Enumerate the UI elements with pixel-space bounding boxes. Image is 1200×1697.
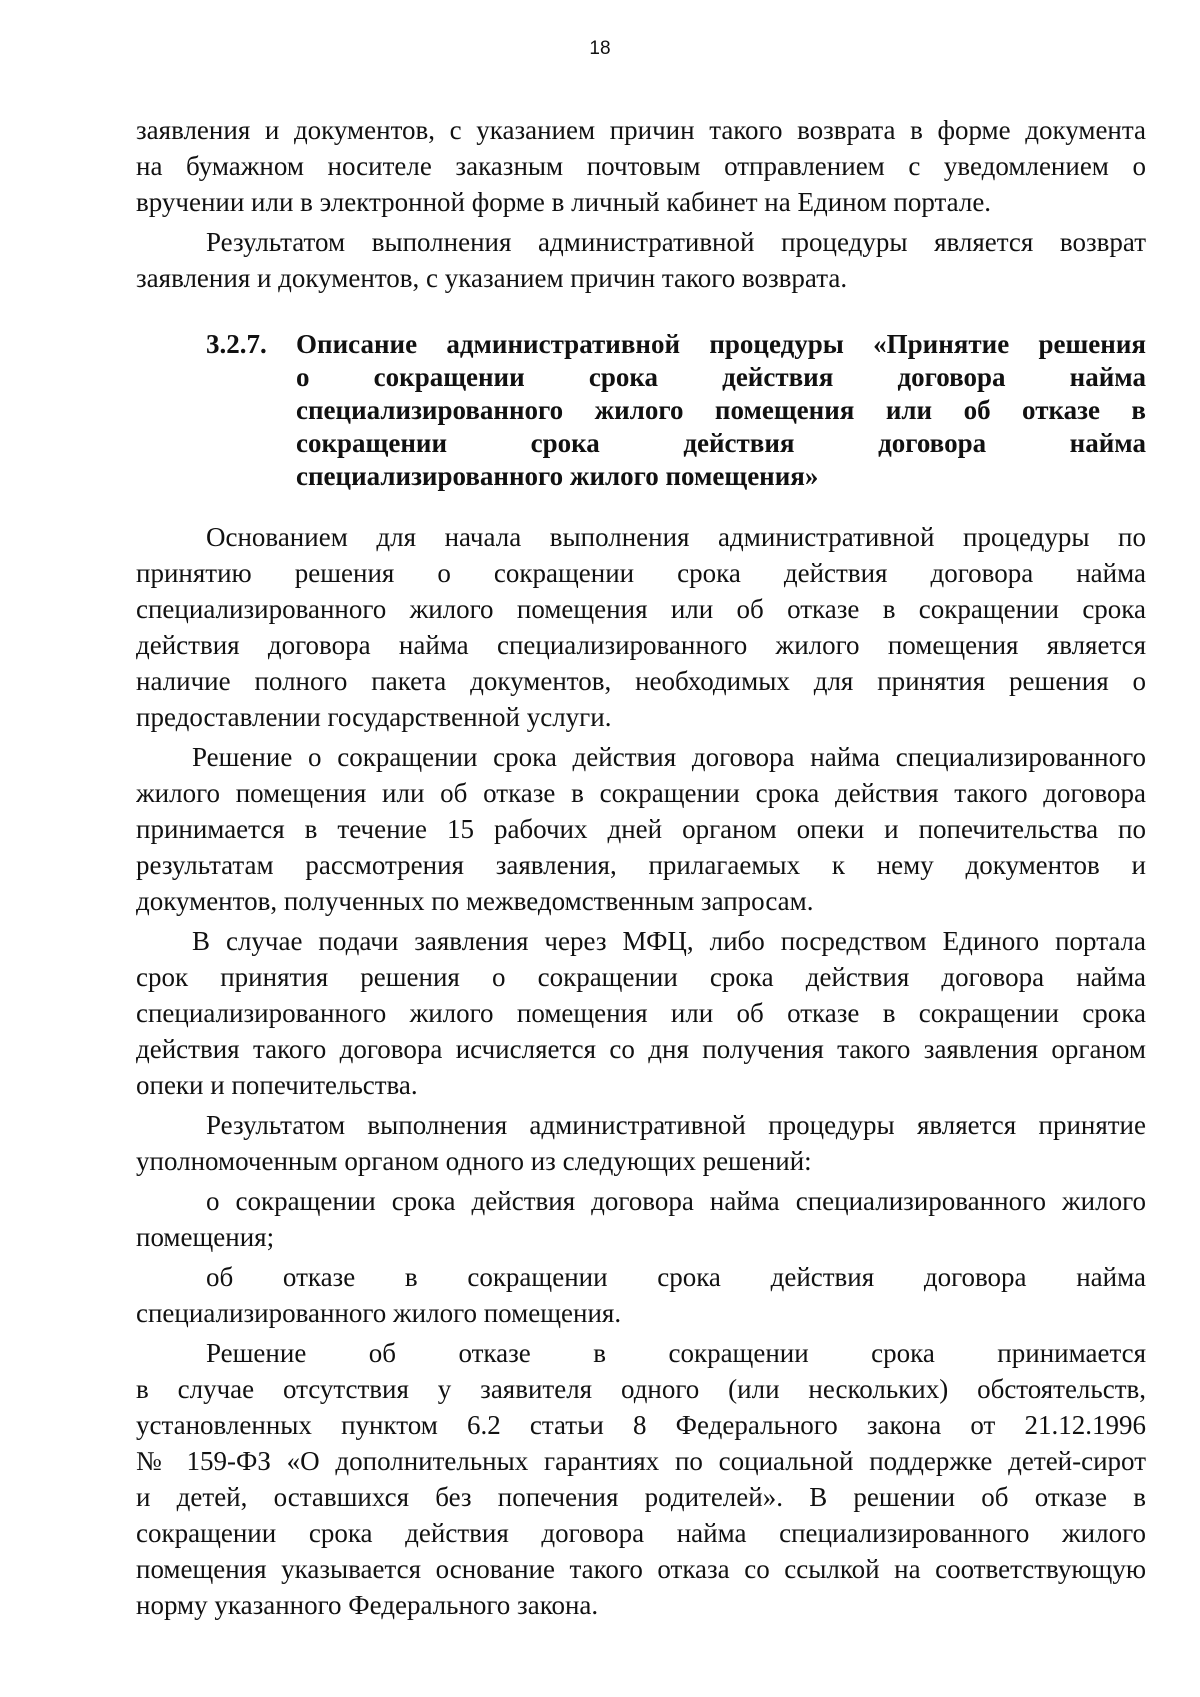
text-line: опеки и попечительства. xyxy=(136,1070,418,1100)
text-line: № 159-ФЗ «О дополнительных гарантиях по социальной поддержке детей-сирот xyxy=(136,1446,1146,1476)
text-line: срок принятия решения о сокращении срока действия договора найма xyxy=(136,962,1146,992)
text-line: Решение об отказе в сокращении срока принимается xyxy=(206,1338,1146,1368)
document-body xyxy=(136,112,1146,1623)
text-line: о сокращении срока действия договора найма специализированного жилого xyxy=(206,1186,1146,1216)
paragraph-decision-reduce xyxy=(136,1183,1146,1255)
text-line: заявления и документов, с указанием причин такого возврата. xyxy=(136,263,848,293)
heading-line: о сокращении срока действия договора найма xyxy=(296,362,1146,392)
text-line: предоставлении государственной услуги. xyxy=(136,702,612,732)
text-line: документов, полученных по межведомственным запросам. xyxy=(136,886,814,916)
text-line: Решение о сокращении срока действия договора найма специализированного xyxy=(192,742,1146,772)
text-line: помещения указывается основание такого отказа со ссылкой на соответствующую xyxy=(136,1554,1146,1584)
text-line: наличие полного пакета документов, необходимых для принятия решения о xyxy=(136,666,1146,696)
paragraph-mfc-submission xyxy=(136,923,1146,1103)
paragraph-decision-timeline xyxy=(136,739,1146,919)
text-line: результатам рассмотрения заявления, прилагаемых к нему документов и xyxy=(136,850,1146,880)
text-line: Основанием для начала выполнения административной процедуры по xyxy=(206,522,1146,552)
text-line: уполномоченным органом одного из следующих решений: xyxy=(136,1146,812,1176)
paragraph-decision-refuse xyxy=(136,1259,1146,1331)
paragraph-procedure-result xyxy=(136,1107,1146,1179)
text-line: установленных пунктом 6.2 статьи 8 Федерального закона от 21.12.1996 xyxy=(136,1410,1146,1440)
paragraph-procedure-basis xyxy=(136,519,1146,735)
text-line: принимается в течение 15 рабочих дней органом опеки и попечительства по xyxy=(136,814,1146,844)
text-line: помещения; xyxy=(136,1222,275,1252)
text-line: в случае отсутствия у заявителя одного (или нескольких) обстоятельств, xyxy=(136,1374,1146,1404)
text-line: специализированного жилого помещения или об отказе в сокращении срока xyxy=(136,998,1146,1028)
text-line: специализированного жилого помещения. xyxy=(136,1298,622,1328)
heading-line: специализированного жилого помещения или об отказе в xyxy=(296,395,1146,425)
heading-line: сокращении срока действия договора найма xyxy=(296,428,1146,458)
text-line: норму указанного Федерального закона. xyxy=(136,1590,599,1620)
text-line: В случае подачи заявления через МФЦ, либо посредством Единого портала xyxy=(192,926,1146,956)
text-line: на бумажном носителе заказным почтовым отправлением с уведомлением о xyxy=(136,151,1146,181)
text-line: сокращении срока действия договора найма специализированного жилого xyxy=(136,1518,1146,1548)
heading-line: 3.2.7. Описание административной процедуры «Принятие решения xyxy=(206,329,1146,359)
text-line: Результатом выполнения административной процедуры является возврат xyxy=(206,227,1146,257)
text-line: действия такого договора исчисляется со дня получения такого заявления органом xyxy=(136,1034,1146,1064)
section-heading-3-2-7 xyxy=(136,328,1146,493)
paragraph-return-documents xyxy=(136,112,1146,220)
text-line: жилого помещения или об отказе в сокращении срока действия такого договора xyxy=(136,778,1146,808)
text-line: заявления и документов, с указанием причин такого возврата в форме документа xyxy=(136,115,1146,145)
paragraph-refusal-grounds xyxy=(136,1335,1146,1623)
heading-line: специализированного жилого помещения» xyxy=(296,461,819,491)
text-line: действия договора найма специализированного жилого помещения является xyxy=(136,630,1146,660)
paragraph-return-result xyxy=(136,224,1146,296)
text-line: принятию решения о сокращении срока действия договора найма xyxy=(136,558,1146,588)
text-line: и детей, оставшихся без попечения родителей». В решении об отказе в xyxy=(136,1482,1146,1512)
text-line: Результатом выполнения административной процедуры является принятие xyxy=(206,1110,1146,1140)
text-line: специализированного жилого помещения или об отказе в сокращении срока xyxy=(136,594,1146,624)
text-line: об отказе в сокращении срока действия договора найма xyxy=(206,1262,1146,1292)
page-number: 18 xyxy=(589,38,611,59)
text-line: вручении или в электронной форме в личный кабинет на Едином портале. xyxy=(136,187,992,217)
